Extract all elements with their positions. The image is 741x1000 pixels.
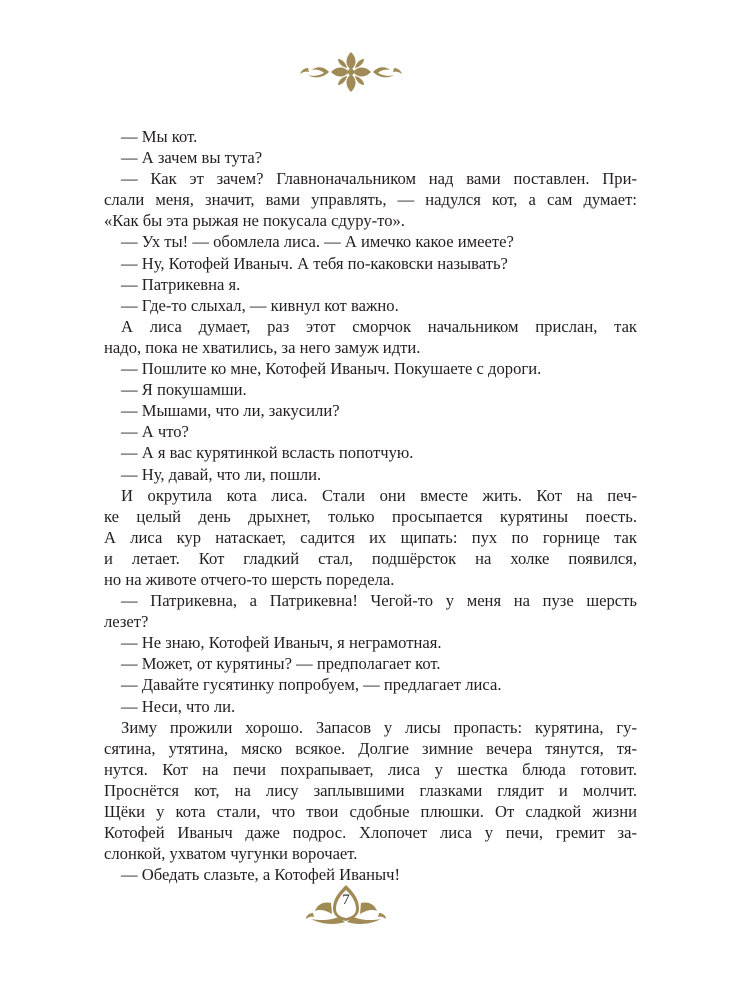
text-line: — Мышами, что ли, закусили? (121, 401, 340, 421)
page-number: 7 (342, 892, 350, 908)
text-line: — Патрикевна я. (121, 274, 241, 294)
text-line: — Пошлите ко мне, Котофей Иваныч. Покушаете с дороги. (121, 359, 542, 379)
text-line: нутся. Кот на печи похрапывает, лиса у шестка блюда готовит. (104, 759, 637, 779)
text-line: надо, пока не хватились, за него замуж идти. (104, 337, 421, 357)
text-line: — Ух ты! — обомлела лиса. — А имечко какое имеете? (121, 232, 514, 252)
text-line: — А я вас курятинкой всласть попотчую. (121, 443, 414, 463)
text-line: — Где-то слыхал, — кивнул кот важно. (121, 295, 399, 315)
text-line: и летает. Кот гладкий стал, подшёрсток на холке появился, (104, 548, 637, 568)
text-line: ке целый день дрыхнет, только просыпается курятины поесть. (104, 506, 637, 526)
text-line: лезет? (104, 612, 149, 632)
text-line: Щёки у кота стали, что твои сдобные плюшки. От сладкой жизни (104, 802, 637, 821)
text-line: Зиму прожили хорошо. Запасов у лисы пропасть: курятина, гу- (121, 717, 637, 737)
text-line: — Обедать слазьте, а Котофей Иваныч! (121, 865, 401, 885)
text-line: И окрутила кота лиса. Стали они вместе жить. Кот на печ- (121, 485, 637, 505)
text-line: сятина, утятина, мяско всякое. Долгие зимние вечера тянутся, тя- (104, 738, 637, 758)
text-line: — Мы кот. (121, 127, 198, 146)
text-line: — Не знаю, Котофей Иваныч, я неграмотная. (121, 633, 442, 653)
text-line: Котофей Иваныч даже подрос. Хлопочет лиса у печи, гремит за- (104, 823, 637, 843)
body-text (104, 126, 637, 885)
text-line: — Как эт зачем? Главноначальником над вами поставлен. При- (121, 169, 637, 189)
text-line: — Неси, что ли. (121, 696, 236, 716)
text-line: — Ну, Котофей Иваныч. А тебя по-каковски называть? (121, 253, 508, 273)
text-line: А лиса кур натаскает, садится их щипать: пух по горнице так (104, 527, 637, 547)
text-line: — Я покушамши. (121, 380, 247, 400)
text-line: — Давайте гусятинку попробуем, — предлагает лиса. (121, 675, 502, 695)
text-line: но на животе отчего-то шерсть поредела. (104, 569, 395, 589)
text-line: слонкой, ухватом чугунки ворочает. (104, 844, 358, 864)
text-line: А лиса думает, раз этот сморчок начальником прислан, так (121, 316, 637, 336)
text-line: «Как бы эта рыжая не покусала сдуру-то». (104, 211, 405, 231)
text-line: — Патрикевна, а Патрикевна! Чегой-то у меня на пузе шерсть (121, 591, 637, 611)
text-line: — Ну, давай, что ли, пошли. (121, 464, 322, 484)
text-line: — А что? (121, 422, 189, 442)
text-line: — Может, от курятины? — предполагает кот. (121, 654, 441, 674)
floral-ornament-icon (298, 44, 404, 100)
text-line: — А зачем вы тута? (121, 148, 263, 168)
text-line: слали меня, значит, вами управлять, — надулся кот, а сам думает: (104, 190, 637, 210)
text-line: Проснётся кот, на лису заплывшими глазками глядит и молчит. (104, 780, 637, 800)
